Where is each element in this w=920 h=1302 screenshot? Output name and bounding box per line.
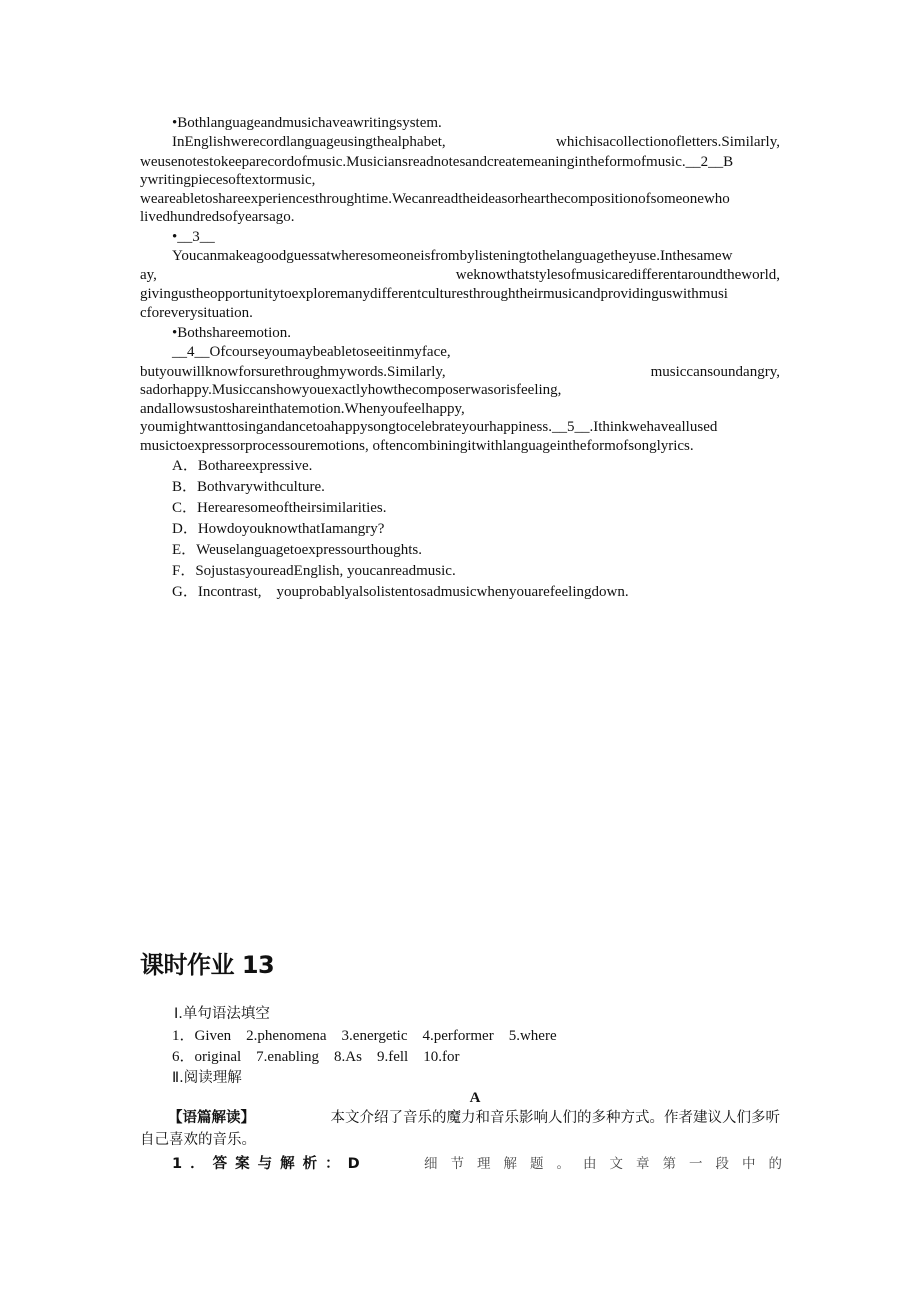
passage-line: youmightwanttosingandancetoahappysongtocelebrateyourhappiness.__5__.Ithinkwehaveallused [140, 419, 718, 435]
option-e: E．Weuselanguagetoexpressourthoughts. [172, 542, 422, 558]
passage-line: ywritingpiecesoftextormusic, [140, 172, 316, 188]
question-text: 细节理解题。由文章第一段中的 [424, 1156, 795, 1172]
option-c: C．Herearesomeoftheirsimilarities. [172, 500, 387, 516]
passage-line: livedhundredsofyearsago. [140, 209, 295, 225]
section-heading: Ⅰ.单句语法填空 [174, 1006, 270, 1022]
summary-line: 自己喜欢的音乐。 [140, 1132, 256, 1148]
section-heading: Ⅱ.阅读理解 [172, 1070, 242, 1086]
option-f: F．SojustasyoureadEnglish, youcanreadmusic. [172, 563, 456, 579]
passage-line: __4__Ofcourseyoumaybeabletoseeitinmyface, [172, 344, 451, 360]
passage-line: Youcanmakeagoodguessatwheresomeoneisfrombylisteningtothelanguagetheyuse.Inthesamew [172, 248, 733, 264]
option-a: A．Bothareexpressive. [172, 458, 313, 474]
part-heading: A [469, 1090, 481, 1106]
blank-3: •__3__ [172, 229, 215, 245]
page-title: 课时作业 13 [140, 951, 275, 979]
option-b: B．Bothvarywithculture. [172, 479, 325, 495]
passage-line: InEnglishwerecordlanguageusingthealphabet, whichisacollectionofletters.Similarly, [172, 134, 780, 150]
passage-line: musictoexpressorprocessouremotions, oftencombiningitwithlanguageintheformofsonglyrics. [140, 438, 694, 454]
option-d: D．HowdoyouknowthatIamangry? [172, 521, 385, 537]
summary-line [168, 1109, 780, 1127]
passage-line: cforeverysituation. [140, 305, 253, 321]
passage-line: givingustheopportunitytoexploremanydifferentculturesthroughtheirmusicandprovidinguswithmusi [140, 286, 728, 302]
option-g: G．Incontrast, youprobablyalsolistentosadmusicwhenyouarefeelingdown. [172, 584, 629, 600]
answer-row: 1．Given 2.phenomena 3.energetic 4.performer 5.where [172, 1028, 557, 1044]
passage-line: weusenotestokeeparecordofmusic.Musiciansreadnotesandcreatemeaningintheformofmusic.__2__B [140, 154, 734, 170]
answer-row: 6．original 7.enabling 8.As 9.fell 10.for [172, 1049, 460, 1065]
bullet-heading: •Bothshareemotion. [172, 325, 291, 341]
passage-line: andallowsustoshareinthatemotion.Whenyoufeelhappy, [140, 401, 465, 417]
passage-line: sadorhappy.Musiccanshowyouexactlyhowthecomposerwasorisfeeling, [140, 382, 562, 398]
summary-label: 【语篇解读】 [168, 1110, 255, 1126]
bullet-heading: •Bothlanguageandmusichaveawritingsystem. [172, 115, 442, 131]
passage-line: weareabletoshareexperiencesthroughtime.Wecanreadtheideasorhearthecompositionofsomeonewho [140, 191, 730, 207]
summary-text: 本文介绍了音乐的魔力和音乐影响人们的多种方式。作者建议人们多听 [330, 1110, 780, 1126]
passage-line: butyouwillknowforsurethroughmywords.Similarly, musiccansoundangry, [140, 364, 780, 380]
question-label: 1．答案与解析：D [172, 1156, 368, 1172]
passage-line: ay, weknowthatstylesofmusicaredifferentaroundtheworld, [140, 267, 780, 283]
